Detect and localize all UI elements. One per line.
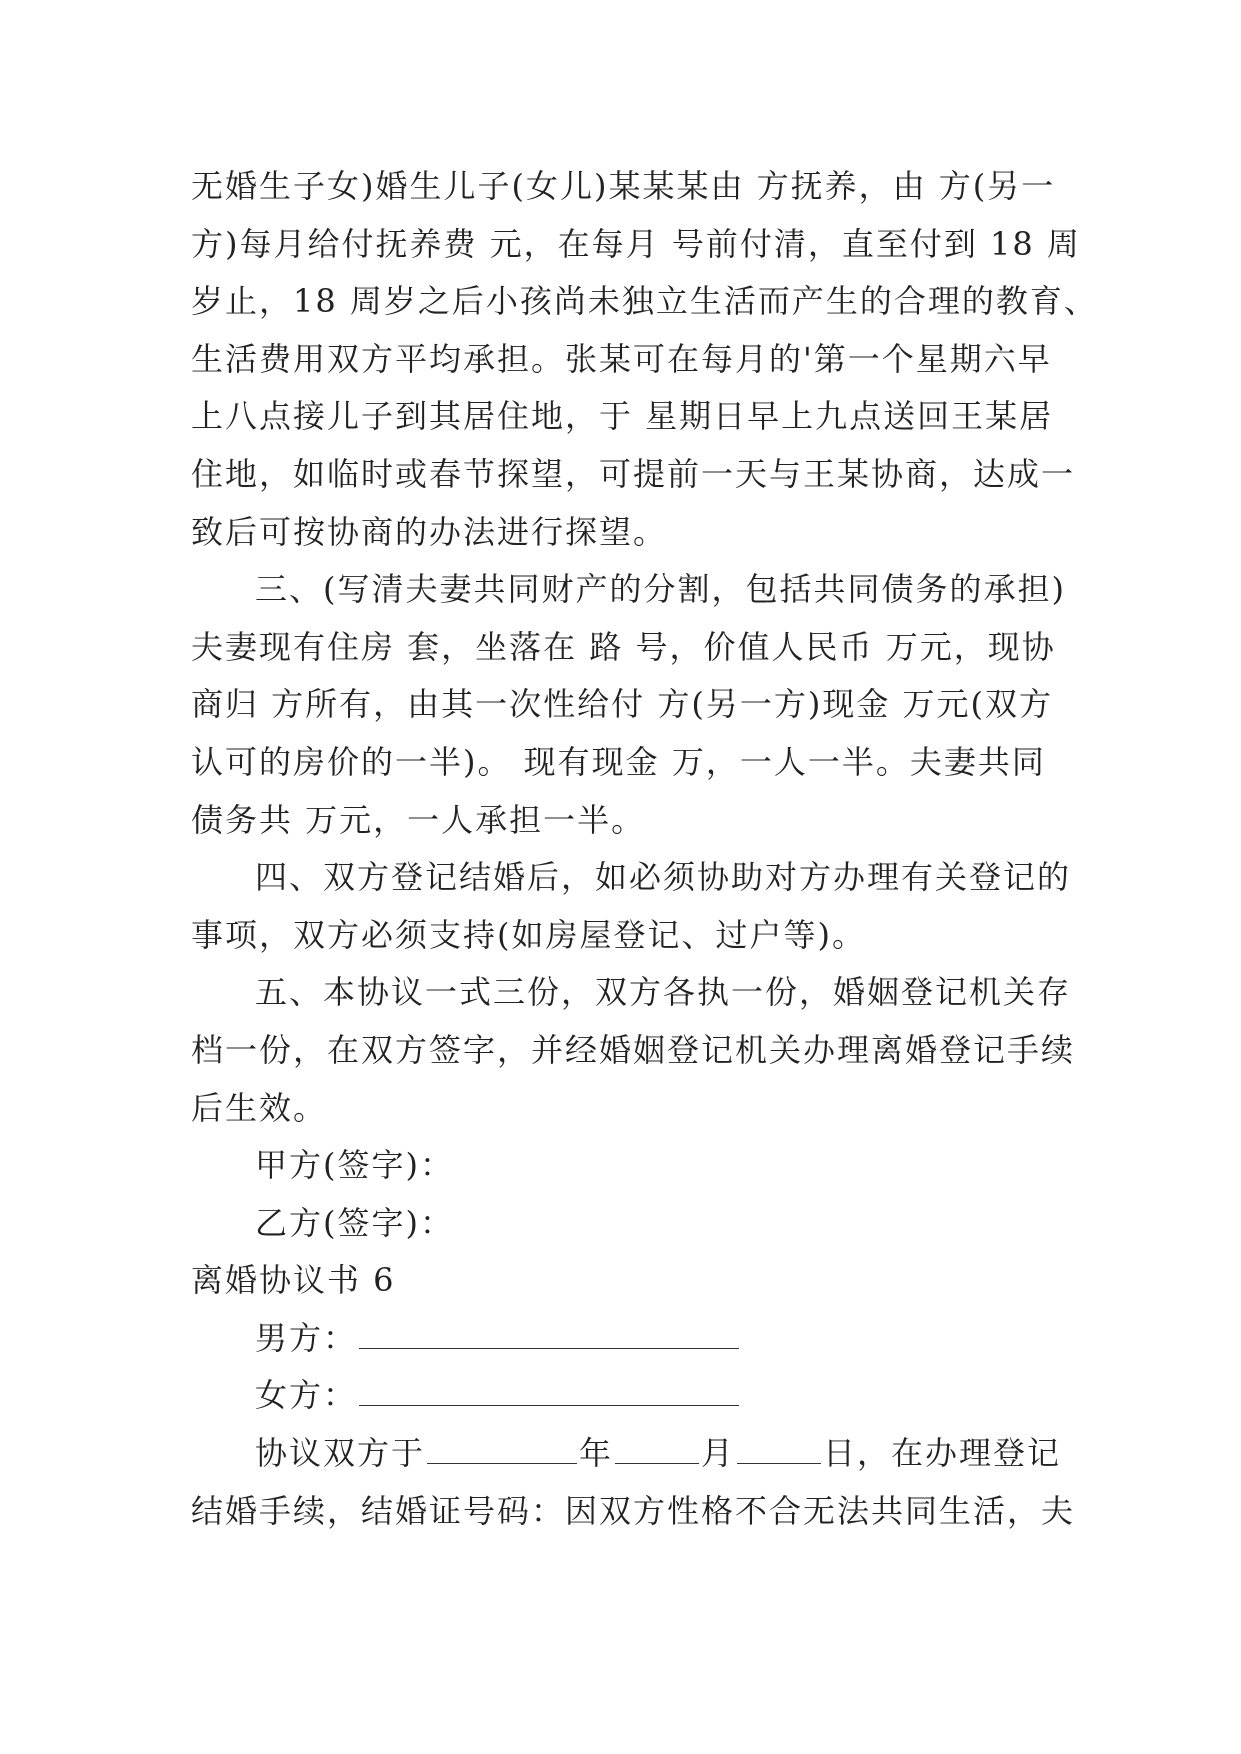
- paragraph-line: 事项，双方必须支持(如房屋登记、过户等)。: [191, 915, 866, 954]
- paragraph-line: 夫妻现有住房 套，坐落在 路 号，价值人民币 万元，现协: [191, 627, 1056, 666]
- paragraph-line: 商归 方所有，由其一次性给付 方(另一方)现金 万元(双方: [191, 685, 1053, 724]
- agree-year-label: 年: [579, 1434, 614, 1473]
- month-blank: [615, 1433, 699, 1464]
- section-title: 离婚协议书 6: [191, 1261, 396, 1300]
- paragraph-line: 生活费用双方平均承担。张某可在每月的'第一个星期六早: [191, 339, 1052, 378]
- year-blank: [427, 1433, 577, 1464]
- female-label: 女方：: [255, 1376, 358, 1415]
- paragraph-line: 债务共 万元，一人承担一半。: [191, 800, 646, 839]
- paragraph-line: 结婚手续，结婚证号码：因双方性格不合无法共同生活，夫: [191, 1491, 1076, 1530]
- paragraph-line: 后生效。: [191, 1088, 328, 1127]
- paragraph-line: 上八点接儿子到其居住地，于 星期日早上九点送回王某居: [191, 397, 1054, 436]
- paragraph-line: 岁止，18 周岁之后小孩尚未独立生活而产生的合理的教育、: [191, 282, 1098, 321]
- female-line: [191, 1367, 1071, 1425]
- female-name-blank: [359, 1375, 739, 1406]
- section-5-heading: 五、本协议一式三份，双方各执一份，婚姻登记机关存: [255, 973, 1072, 1012]
- paragraph-line: 无婚生子女)婚生儿子(女儿)某某某由 方抚养，由 方(另一: [191, 167, 1056, 205]
- day-blank: [737, 1433, 821, 1464]
- paragraph-line: 致后可按协商的办法进行探望。: [191, 512, 668, 551]
- paragraph-line: 档一份，在双方签字，并经婚姻登记机关办理离婚登记手续: [191, 1030, 1076, 1069]
- signature-party-b: 乙方(签字)：: [255, 1203, 454, 1242]
- paragraph-line: 方)每月给付抚养费 元，在每月 号前付清，直至付到 18 周: [191, 224, 1081, 263]
- agree-prefix: 协议双方于: [255, 1434, 426, 1473]
- section-3-heading: 三、(写清夫妻共同财产的分割，包括共同债务的承担): [255, 570, 1066, 609]
- paragraph-line: 认可的房价的一半)。 现有现金 万，一人一半。夫妻共同: [191, 742, 1046, 781]
- signature-party-a: 甲方(签字)：: [255, 1146, 454, 1185]
- agree-month-label: 月: [701, 1434, 736, 1473]
- male-label: 男方：: [255, 1318, 358, 1357]
- male-line: [191, 1310, 1071, 1368]
- paragraph-line: 住地，如临时或春节探望，可提前一天与王某协商，达成一: [191, 454, 1076, 493]
- agreement-date-line: [191, 1425, 1071, 1483]
- agree-day-label: 日，在办理登记: [823, 1434, 1062, 1473]
- section-4-heading: 四、双方登记结婚后，如必须协助对方办理有关登记的: [255, 858, 1072, 897]
- male-name-blank: [359, 1318, 739, 1349]
- document-body: [191, 158, 1098, 1540]
